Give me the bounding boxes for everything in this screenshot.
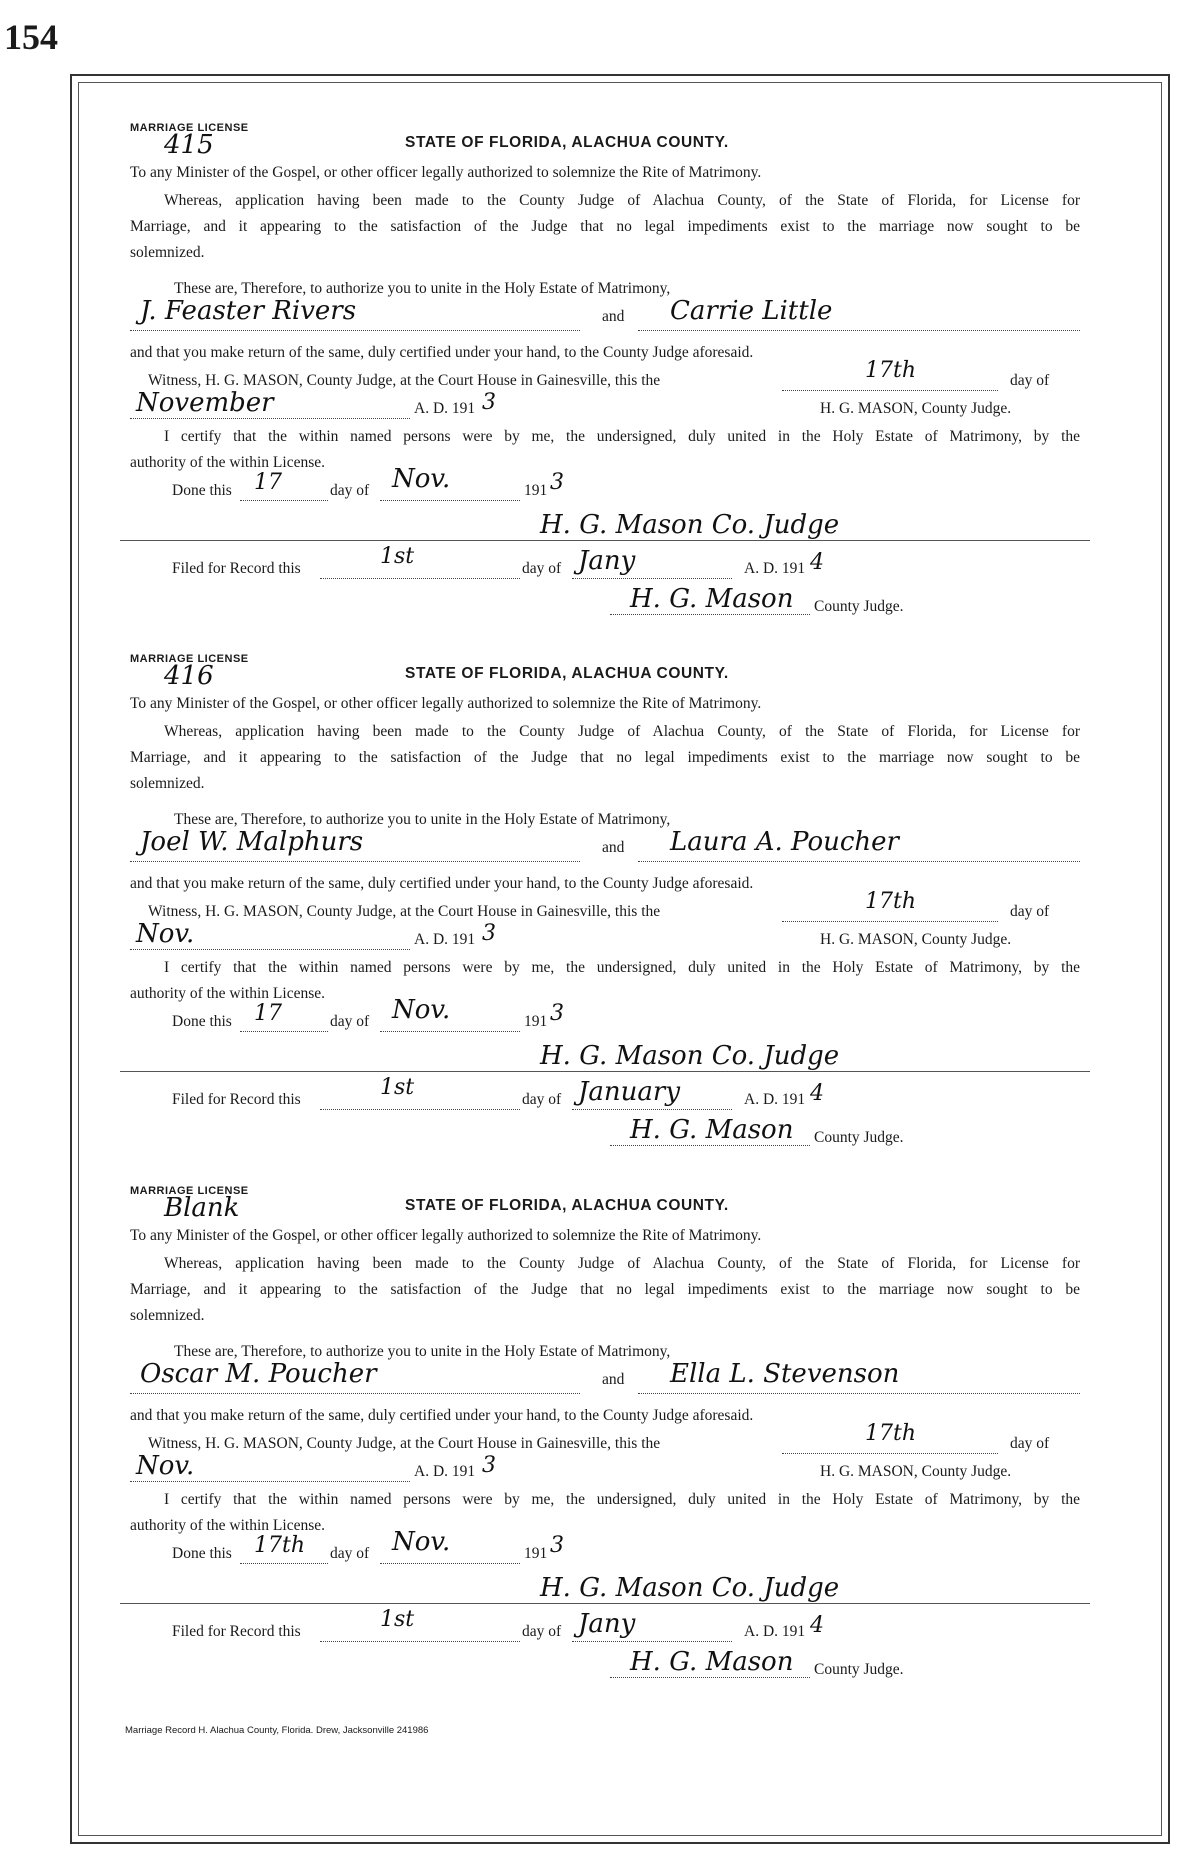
state-heading: STATE OF FLORIDA, ALACHUA COUNTY. xyxy=(405,134,729,151)
filed-day-of-label: day of xyxy=(522,1091,562,1108)
certify-line-1: I certify that the within named persons were by me, the undersigned, duly united in the Holy Estate of Matrimony, by the xyxy=(164,959,1080,976)
groom-name: Joel W. Malphurs xyxy=(140,827,364,857)
filed-day: 1st xyxy=(380,1075,415,1100)
license-label: MARRIAGE LICENSE xyxy=(130,122,249,134)
county-judge-signature: H. G. MASON, County Judge. xyxy=(820,931,1012,948)
county-judge-label: County Judge. xyxy=(814,598,904,615)
officiant-signature: H. G. Mason Co. Judge xyxy=(540,1573,840,1603)
year-label: 191 xyxy=(524,482,548,499)
county-judge-label: County Judge. xyxy=(814,1129,904,1146)
witness-year: 3 xyxy=(482,1453,496,1478)
divider xyxy=(120,1071,1090,1072)
whereas-line-1: Whereas, application having been made to the County Judge of Alachua County, of the State of Florida, for License for xyxy=(164,1255,1080,1272)
whereas-line-1: Whereas, application having been made to the County Judge of Alachua County, of the State of Florida, for License for xyxy=(164,723,1080,740)
filed-year: 4 xyxy=(810,1081,824,1106)
return-line: and that you make return of the same, duly certified under your hand, to the County Judge aforesaid. xyxy=(130,344,754,361)
license-number: 415 xyxy=(164,130,214,160)
divider xyxy=(120,540,1090,541)
these-are-line: These are, Therefore, to authorize you to unite in the Holy Estate of Matrimony, xyxy=(174,1343,671,1360)
divider xyxy=(120,1603,1090,1604)
address-line: To any Minister of the Gospel, or other officer legally authorized to solemnize the Rite of Matrimony. xyxy=(130,164,762,181)
bride-name: Carrie Little xyxy=(670,296,833,326)
witness-line: Witness, H. G. MASON, County Judge, at the Court House in Gainesville, this the xyxy=(148,1435,661,1452)
witness-year: 3 xyxy=(482,921,496,946)
license-block xyxy=(130,122,1080,642)
done-day: 17 xyxy=(254,1001,282,1026)
done-day: 17th xyxy=(254,1533,306,1558)
witness-day: 17th xyxy=(865,889,917,914)
done-day-of-label: day of xyxy=(330,1013,370,1030)
address-line: To any Minister of the Gospel, or other officer legally authorized to solemnize the Rite of Matrimony. xyxy=(130,695,762,712)
done-year: 3 xyxy=(550,470,564,495)
filed-ad-label: A. D. 191 xyxy=(744,1091,806,1108)
whereas-line-2: Marriage, and it appearing to the satisfaction of the Judge that no legal impediments exist to the marriage now sought to be xyxy=(130,749,1080,766)
witness-year: 3 xyxy=(482,390,496,415)
filed-year: 4 xyxy=(810,1613,824,1638)
filed-year: 4 xyxy=(810,550,824,575)
footer-imprint: Marriage Record H. Alachua County, Florida. Drew, Jacksonville 241986 xyxy=(125,1725,429,1736)
whereas-line-3: solemnized. xyxy=(130,1307,205,1324)
groom-name: Oscar M. Poucher xyxy=(140,1359,377,1389)
day-of-label: day of xyxy=(1010,372,1050,389)
county-judge-label: County Judge. xyxy=(814,1661,904,1678)
certify-line-2: authority of the within License. xyxy=(130,1517,325,1534)
whereas-line-3: solemnized. xyxy=(130,775,205,792)
filed-ad-label: A. D. 191 xyxy=(744,1623,806,1640)
filed-label: Filed for Record this xyxy=(172,560,301,577)
filed-label: Filed for Record this xyxy=(172,1091,301,1108)
done-day-of-label: day of xyxy=(330,1545,370,1562)
and-label: and xyxy=(602,839,625,856)
filed-ad-label: A. D. 191 xyxy=(744,560,806,577)
year-label: 191 xyxy=(524,1013,548,1030)
return-line: and that you make return of the same, duly certified under your hand, to the County Judge aforesaid. xyxy=(130,1407,754,1424)
officiant-signature: H. G. Mason Co. Judge xyxy=(540,1041,840,1071)
certify-line-2: authority of the within License. xyxy=(130,454,325,471)
filed-signature: H. G. Mason xyxy=(630,584,794,614)
state-heading: STATE OF FLORIDA, ALACHUA COUNTY. xyxy=(405,665,729,682)
done-day: 17 xyxy=(254,470,282,495)
filed-day-of-label: day of xyxy=(522,1623,562,1640)
ad-label: A. D. 191 xyxy=(414,931,476,948)
witness-day: 17th xyxy=(865,1421,917,1446)
return-line: and that you make return of the same, duly certified under your hand, to the County Judge aforesaid. xyxy=(130,875,754,892)
done-month: Nov. xyxy=(392,995,451,1025)
whereas-line-3: solemnized. xyxy=(130,244,205,261)
bride-name: Laura A. Poucher xyxy=(670,827,899,857)
done-month: Nov. xyxy=(392,1527,451,1557)
done-month: Nov. xyxy=(392,464,451,494)
day-of-label: day of xyxy=(1010,1435,1050,1452)
certify-line-1: I certify that the within named persons were by me, the undersigned, duly united in the Holy Estate of Matrimony, by the xyxy=(164,1491,1080,1508)
whereas-line-2: Marriage, and it appearing to the satisfaction of the Judge that no legal impediments exist to the marriage now sought to be xyxy=(130,1281,1080,1298)
filed-label: Filed for Record this xyxy=(172,1623,301,1640)
ad-label: A. D. 191 xyxy=(414,400,476,417)
filed-day-of-label: day of xyxy=(522,560,562,577)
license-number: 416 xyxy=(164,661,214,691)
certify-line-1: I certify that the within named persons were by me, the undersigned, duly united in the Holy Estate of Matrimony, by the xyxy=(164,428,1080,445)
license-block xyxy=(130,653,1080,1173)
filed-month: Jany xyxy=(578,546,636,576)
license-block xyxy=(130,1185,1080,1705)
filed-signature: H. G. Mason xyxy=(630,1115,794,1145)
done-this-label: Done this xyxy=(172,1545,232,1562)
license-label: MARRIAGE LICENSE xyxy=(130,1185,249,1197)
filed-signature: H. G. Mason xyxy=(630,1647,794,1677)
witness-day: 17th xyxy=(865,358,917,383)
whereas-line-1: Whereas, application having been made to the County Judge of Alachua County, of the State of Florida, for License for xyxy=(164,192,1080,209)
groom-name: J. Feaster Rivers xyxy=(140,296,357,326)
ad-label: A. D. 191 xyxy=(414,1463,476,1480)
page-number: 154 xyxy=(4,17,58,57)
done-this-label: Done this xyxy=(172,1013,232,1030)
witness-line: Witness, H. G. MASON, County Judge, at the Court House in Gainesville, this the xyxy=(148,372,661,389)
filed-month: Jany xyxy=(578,1609,636,1639)
these-are-line: These are, Therefore, to authorize you to unite in the Holy Estate of Matrimony, xyxy=(174,280,671,297)
whereas-line-2: Marriage, and it appearing to the satisfaction of the Judge that no legal impediments exist to the marriage now sought to be xyxy=(130,218,1080,235)
filed-day: 1st xyxy=(380,544,415,569)
done-day-of-label: day of xyxy=(330,482,370,499)
bride-name: Ella L. Stevenson xyxy=(670,1359,900,1389)
county-judge-signature: H. G. MASON, County Judge. xyxy=(820,1463,1012,1480)
filed-month: January xyxy=(578,1077,681,1107)
day-of-label: day of xyxy=(1010,903,1050,920)
witness-month: Nov. xyxy=(136,919,195,949)
witness-month: Nov. xyxy=(136,1451,195,1481)
county-judge-signature: H. G. MASON, County Judge. xyxy=(820,400,1012,417)
done-year: 3 xyxy=(550,1533,564,1558)
officiant-signature: H. G. Mason Co. Judge xyxy=(540,510,840,540)
witness-month: November xyxy=(136,388,274,418)
state-heading: STATE OF FLORIDA, ALACHUA COUNTY. xyxy=(405,1197,729,1214)
certify-line-2: authority of the within License. xyxy=(130,985,325,1002)
license-number: Blank xyxy=(164,1193,240,1223)
these-are-line: These are, Therefore, to authorize you to unite in the Holy Estate of Matrimony, xyxy=(174,811,671,828)
and-label: and xyxy=(602,308,625,325)
license-label: MARRIAGE LICENSE xyxy=(130,653,249,665)
witness-line: Witness, H. G. MASON, County Judge, at the Court House in Gainesville, this the xyxy=(148,903,661,920)
year-label: 191 xyxy=(524,1545,548,1562)
done-this-label: Done this xyxy=(172,482,232,499)
and-label: and xyxy=(602,1371,625,1388)
done-year: 3 xyxy=(550,1001,564,1026)
filed-day: 1st xyxy=(380,1607,415,1632)
address-line: To any Minister of the Gospel, or other officer legally authorized to solemnize the Rite of Matrimony. xyxy=(130,1227,762,1244)
